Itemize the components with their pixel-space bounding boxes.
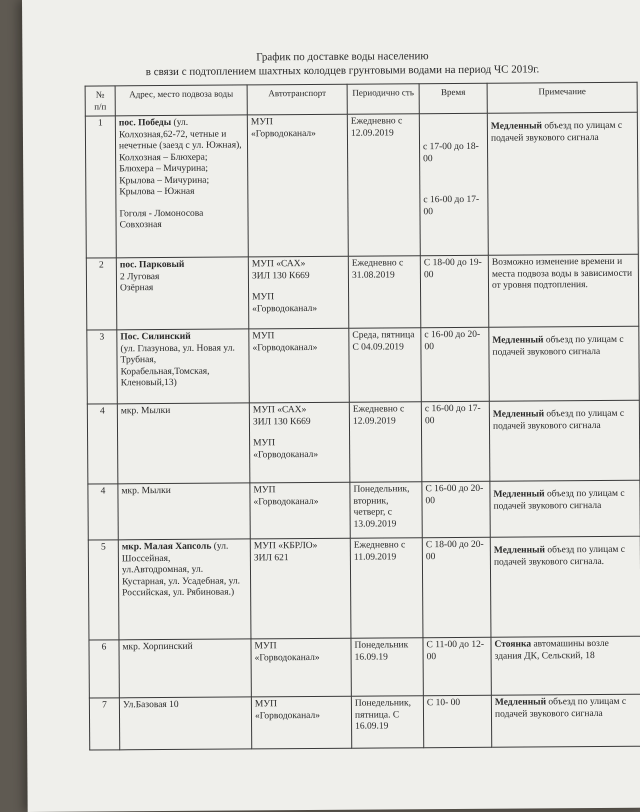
table-row (89, 636, 640, 698)
header-time: Время (419, 83, 487, 113)
row-period: Понедельник, пятница. С 16.09.19 (351, 696, 423, 749)
table-row (89, 694, 640, 750)
row-time: С 16-00 до 20-00 (422, 481, 490, 537)
row-number: 1 (85, 116, 116, 258)
header-period: Периодично сть (347, 84, 419, 115)
table-header-row (85, 82, 637, 116)
row-period: Ежедневно с 11.09.2019 (350, 538, 423, 639)
row-address: пос. Парковый 2 Луговая Озёрная (116, 257, 248, 330)
row-address: Ул.Базовая 10 (119, 697, 251, 750)
table-row (85, 112, 638, 258)
row-note: Стоянка автомашины возле здания ДК, Сельский, 18 (491, 636, 640, 695)
document-page (22, 0, 640, 812)
table-row (88, 536, 640, 640)
row-address: мкр. Хорпинский (119, 639, 251, 698)
row-transport: МУП «Горводоканал» (249, 328, 350, 403)
row-time: С 18-00 до 20-00 (422, 537, 491, 637)
row-note: Медленный объезд по улицам с подачей звукового сигнала (490, 480, 640, 537)
row-period: Ежедневно с 31.08.2019 (348, 256, 421, 329)
row-time: с 16-00 до 17-00 (421, 401, 490, 481)
row-note: Возможно изменение времени и места подвоза воды в зависимости от уровня подтопления. (488, 254, 638, 327)
row-number: 4 (87, 404, 118, 484)
table-row (88, 480, 640, 540)
row-address: мкр. Малая Хапсоль (ул. Шоссейная, ул.Автодромная, ул. Кустарная, ул. Усадебная, ул. Российская, ул. Рябиновая.) (118, 539, 251, 640)
header-note: Примечание (487, 82, 637, 113)
row-number: 7 (89, 698, 119, 750)
row-period: Ежедневно с 12.09.2019 (347, 114, 420, 256)
row-time: С 10- 00 (423, 695, 491, 747)
row-time: С 18-00 до 19-00 (420, 255, 489, 327)
row-number: 3 (87, 330, 118, 404)
row-transport: МУП «КБРЛО» ЗИЛ 621 (250, 538, 351, 639)
document-subtitle: в связи с подтоплением шахтных колодцев грунтовыми водами на период ЧС 2019г. (145, 63, 540, 79)
row-number: 6 (89, 640, 119, 698)
row-period: Среда, пятница С 04.09.2019 (349, 328, 422, 403)
row-address: Пос. Силинский (ул. Глазунова, ул. Новая ул. Трубная, Корабельная,Томская, Кленовый,13) (117, 329, 250, 404)
row-transport: МУП «Горводоканал» (250, 482, 350, 539)
row-note: Медленный объезд по улицам с подачей звукового сигнала (489, 400, 640, 481)
table-row (87, 326, 640, 404)
document-title: График по доставке воды населению (256, 50, 429, 64)
row-period: Ежедневно с 12.09.2019 (349, 402, 422, 483)
row-number: 5 (88, 540, 119, 640)
header-transport: Автотранспорт (247, 84, 347, 115)
row-note: Медленный объезд по улицам с подачей звукового сигнала. (490, 536, 640, 637)
row-note: Медленный объезд по улицам с подачей звукового сигнала (491, 694, 640, 747)
row-time: с 17-00 до 18-00 с 16-00 до 17-00 (419, 113, 488, 255)
header-address: Адрес, место подвоза воды (115, 85, 247, 116)
row-transport: МУП «Горводоканал» (247, 114, 348, 257)
schedule-table (85, 82, 640, 751)
row-time: с 16-00 до 20-00 (421, 327, 490, 401)
row-number: 2 (86, 258, 117, 330)
row-transport: МУП «Горводоканал» (251, 638, 351, 697)
row-transport: МУП «САХ» ЗИЛ 130 К669 МУП «Горводоканал» (249, 402, 350, 483)
row-note: Медленный объезд по улицам с подачей звукового сигнала (489, 326, 640, 401)
row-period: Понедельник, вторник, четверг, с 13.09.2019 (350, 482, 422, 539)
row-period: Понедельник 16.09.19 (351, 638, 423, 697)
row-note: Медленный объезд по улицам с подачей звукового сигнала (487, 112, 638, 255)
header-number: № п/п (85, 86, 115, 116)
row-address: пос. Победы (ул. Колхозная,62-72, четные и нечетные (заезд с ул. Южная), Колхозная – Блюхера; Блюхера – Мичурина; Крылова – Мичурина; Крылова – Южная Гоголя - Ломоносова Совхозная (115, 115, 248, 258)
row-transport: МУП «Горводоканал» (251, 696, 351, 749)
row-number: 4 (88, 484, 118, 540)
row-address: мкр. Мылки (118, 483, 250, 540)
row-time: С 11-00 до 12-00 (423, 637, 491, 695)
table-row (86, 254, 638, 330)
row-address: мкр. Мылки (117, 403, 250, 484)
table-row (87, 400, 640, 484)
row-transport: МУП «САХ» ЗИЛ 130 К669 МУП «Горводоканал» (248, 256, 349, 329)
